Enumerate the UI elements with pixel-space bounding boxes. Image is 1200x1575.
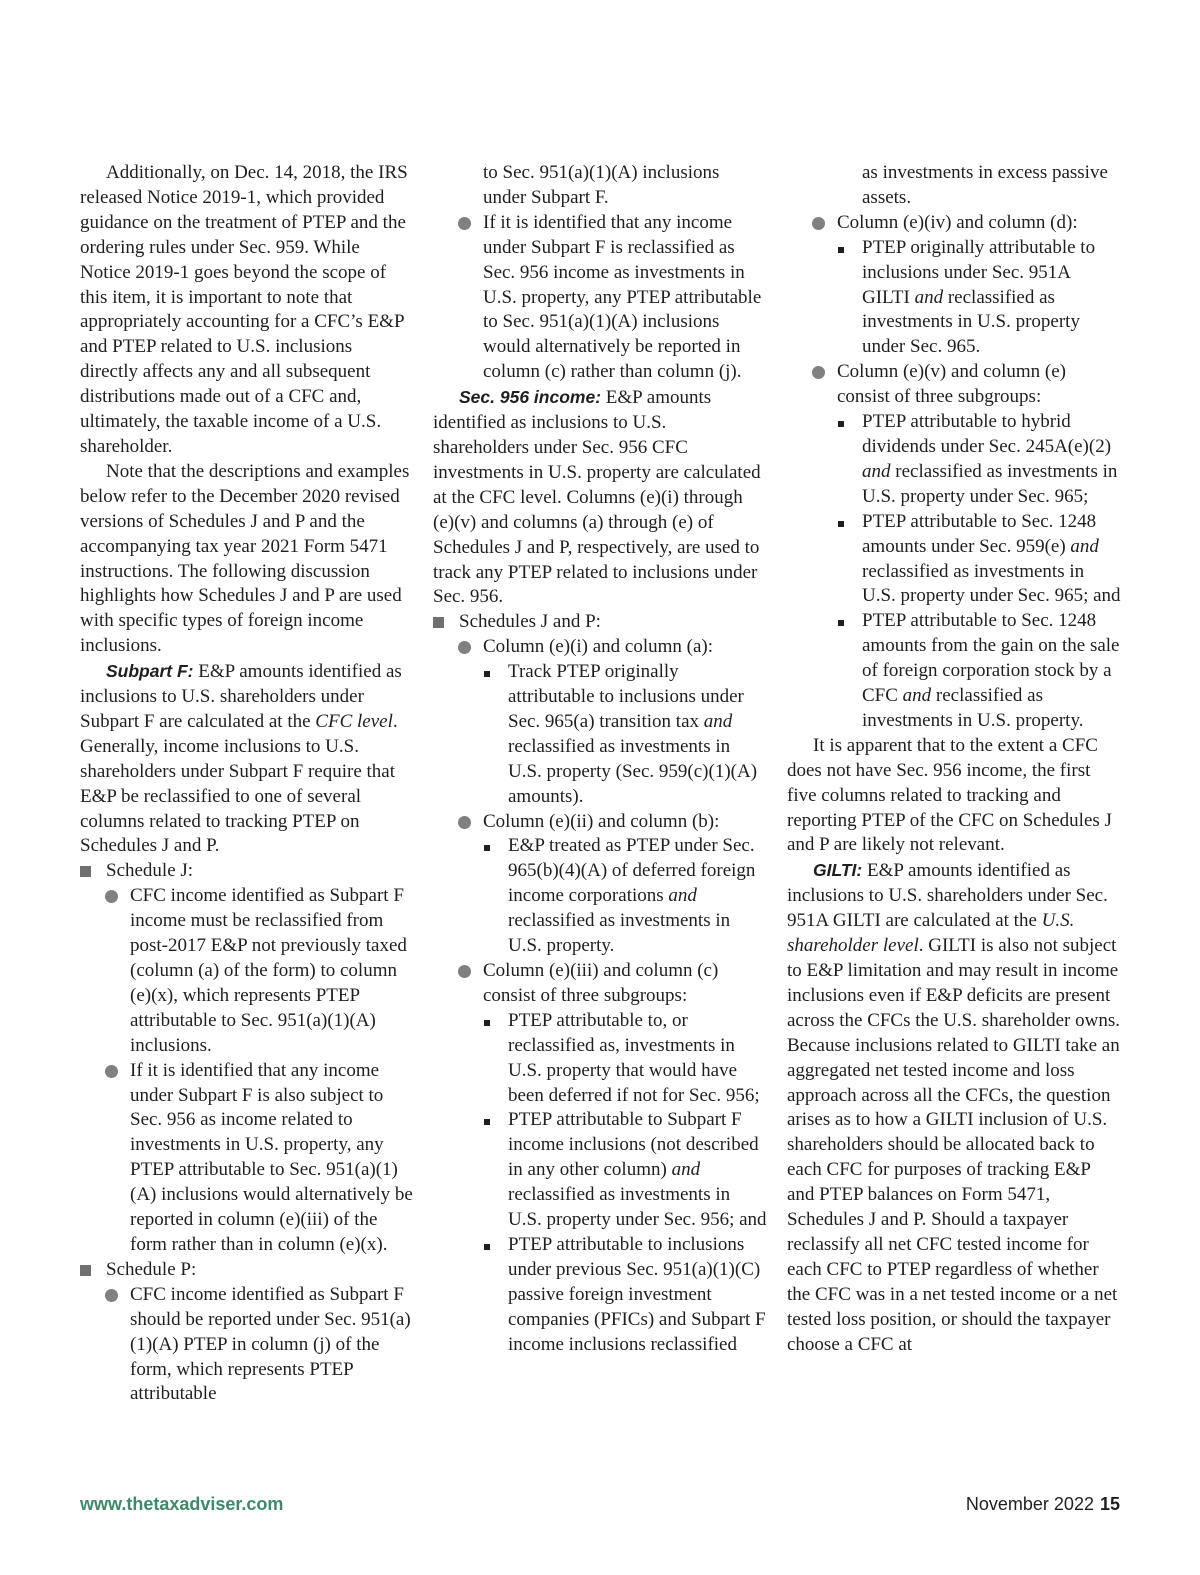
- round-bullet-icon: [458, 959, 471, 986]
- sub-item-text-continued: as investments in excess passive assets.: [862, 162, 1108, 208]
- sub-item-text-b: reclassified as investments in U.S. property under Sec. 956; and: [508, 1184, 767, 1231]
- list-item-schedule-p-1: [80, 1283, 414, 1408]
- column-e-ii-label: Column (e)(ii) and column (b):: [483, 810, 720, 832]
- sub-item-column-e-iii-3: [433, 1233, 767, 1358]
- schedule-p-label: Schedule P:: [106, 1258, 197, 1280]
- small-square-bullet-icon: [838, 236, 844, 261]
- list-item-schedules-j-p: [433, 610, 767, 635]
- sub-item-column-e-ii-1: [433, 834, 767, 959]
- list-item-column-e-iii: [433, 959, 767, 1009]
- sec-956-text: E&P amounts identified as inclusions to U.S. shareholders under Sec. 956 CFC investments in U.S. property are calculated at the CFC level. Columns (e)(i) through (e)(v) and columns (a) through (e) of Schedules J and P, respectively, are used to track any PTEP related to inclusions under Sec. 956.: [433, 387, 761, 608]
- paragraph-subpart-f: [80, 659, 414, 859]
- footer-issue: [966, 1494, 1120, 1515]
- schedule-p-bullet-1-continued: to Sec. 951(a)(1)(A) inclusions under Subpart F.: [483, 162, 720, 208]
- round-bullet-icon: [105, 1059, 118, 1086]
- page-number: 15: [1099, 1494, 1120, 1514]
- column-e-iv-label: Column (e)(iv) and column (d):: [837, 211, 1078, 233]
- sub-item-continuation: [787, 161, 1121, 211]
- round-bullet-icon: [105, 884, 118, 911]
- sub-item-text-a: PTEP originally attributable to inclusions under Sec. 951A GILTI: [862, 236, 1096, 308]
- and-emphasis: and: [1070, 535, 1099, 557]
- small-square-bullet-icon: [484, 1009, 490, 1034]
- sub-item-text-a: PTEP attributable to Subpart F income inclusions (not described in any other column): [508, 1109, 759, 1181]
- subpart-f-heading: Subpart F:: [106, 661, 194, 682]
- sub-item-text-a: E&P treated as PTEP under Sec. 965(b)(4)(A) of deferred foreign income corporations: [508, 835, 756, 907]
- round-bullet-icon: [105, 1283, 118, 1310]
- list-item-schedule-p-2: [433, 211, 767, 385]
- and-emphasis: and: [703, 710, 733, 732]
- list-item-continuation: [433, 161, 767, 211]
- sub-item-column-e-iv-1: [787, 236, 1121, 361]
- subpart-f-text-a: E&P amounts identified as inclusions to U.S. shareholders under Subpart F are calculated at the: [80, 661, 402, 732]
- schedule-p-bullet-1: CFC income identified as Subpart F should be reported under Sec. 951(a)(1)(A) PTEP in column (j) of the form, which represents PTEP attributable: [130, 1283, 411, 1405]
- schedule-j-bullet-2: If it is identified that any income under Subpart F is also subject to Sec. 956 as income related to investments in U.S. property, any PTEP attributable to Sec. 951(a)(1)(A) inclusions would alternatively be reported in column (e)(iii) of the form rather than in column (e)(x).: [130, 1059, 413, 1255]
- gilti-heading: GILTI:: [813, 860, 863, 881]
- sub-item-column-e-v-3: [787, 609, 1121, 734]
- and-emphasis: and: [914, 286, 944, 308]
- schedule-j-bullet-1: CFC income identified as Subpart F income must be reclassified from post-2017 E&P not previously taxed (column (a) of the form) to column (e)(x), which represents PTEP attributable to Sec. 951(a)(1)(A) inclusions.: [130, 885, 407, 1056]
- and-emphasis: and: [671, 1159, 701, 1181]
- footer-website-link[interactable]: www.thetaxadviser.com: [80, 1494, 284, 1514]
- sub-item-text-b: reclassified as investments in U.S. property.: [508, 910, 731, 957]
- list-item-schedule-j-2: [80, 1059, 414, 1258]
- sub-item-column-e-v-1: [787, 410, 1121, 510]
- sub-item-text-b: reclassified as investments in U.S. property.: [862, 685, 1084, 731]
- round-bullet-icon: [458, 635, 471, 662]
- and-emphasis: and: [668, 885, 697, 907]
- list-item-column-e-i: [433, 635, 767, 660]
- and-emphasis: and: [862, 460, 891, 482]
- gilti-text-b: . GILTI is also not subject to E&P limitation and may result in income inclusions even if E&P deficits are present across the CFCs the U.S. shareholder owns. Because inclusions related to GILTI take an aggregated net tested income and loss approach across all the CFCs, the question arises as to how a GILTI inclusion of U.S. shareholders should be allocated back to each CFC for purposes of tracking E&P and PTEP balances on Form 5471, Schedules J and P. Should a taxpayer reclassify all net CFC tested income for each CFC to PTEP regardless of whether the CFC was in a net tested income or a net tested loss position, or should the taxpayer choose a CFC at: [787, 935, 1120, 1355]
- square-bullet-icon: [80, 1258, 91, 1284]
- sub-item-text-b: reclassified as investments in U.S. property under Sec. 965;: [862, 460, 1118, 507]
- list-item-schedule-p: [80, 1258, 414, 1283]
- small-square-bullet-icon: [838, 609, 844, 634]
- gilti-text-a: E&P amounts identified as inclusions to U.S. shareholders under Sec. 951A GILTI are calculated at the: [787, 860, 1108, 932]
- sub-item-text-a: PTEP attributable to Sec. 1248 amounts under Sec. 959(e): [862, 510, 1097, 557]
- sub-item-text-a: PTEP attributable to hybrid dividends under Sec. 245A(e)(2): [862, 411, 1112, 457]
- list-item-column-e-v: [787, 360, 1121, 410]
- column-e-i-label: Column (e)(i) and column (a):: [483, 636, 714, 658]
- sub-item-column-e-iii-1: [433, 1009, 767, 1109]
- small-square-bullet-icon: [484, 1108, 490, 1133]
- small-square-bullet-icon: [838, 410, 844, 435]
- sub-item-column-e-v-2: [787, 510, 1121, 610]
- sub-item-column-e-iii-2: [433, 1108, 767, 1233]
- gilti-emphasis: U.S. shareholder level: [787, 910, 1075, 957]
- list-item-column-e-iv: [787, 211, 1121, 236]
- small-square-bullet-icon: [838, 510, 844, 535]
- sub-item-text-a: PTEP attributable to Sec. 1248 amounts from the gain on the sale of foreign corporation stock by a CFC: [862, 610, 1120, 707]
- list-item-schedule-j-1: [80, 884, 414, 1058]
- schedules-j-p-label: Schedules J and P:: [459, 611, 601, 633]
- paragraph-gilti: [787, 858, 1121, 1357]
- column-e-v-label: Column (e)(v) and column (e) consist of three subgroups:: [837, 361, 1066, 408]
- round-bullet-icon: [812, 211, 825, 238]
- subpart-f-text-b: . Generally, income inclusions to U.S. shareholders under Subpart F require that E&P be reclassified to one of several columns related to tracking PTEP on Schedules J and P.: [80, 710, 398, 857]
- round-bullet-icon: [812, 360, 825, 387]
- subpart-f-emphasis: CFC level: [315, 710, 393, 732]
- paragraph-notice-2019-1: Additionally, on Dec. 14, 2018, the IRS released Notice 2019-1, which provided guidance on the treatment of PTEP and the ordering rules under Sec. 959. While Notice 2019-1 goes beyond the scope of this item, it is important to note that appropriately accounting for a CFC’s E&P and PTEP related to U.S. inclusions directly affects any and all subsequent distributions made out of a CFC and, ultimately, the taxable income of a U.S. shareholder.: [80, 162, 408, 457]
- column-middle: [433, 161, 767, 1358]
- column-left: [80, 161, 414, 1407]
- schedule-p-bullet-2: If it is identified that any income under Subpart F is reclassified as Sec. 956 income as investments in U.S. property, any PTEP attributable to Sec. 951(a)(1)(A) inclusions would alternatively be reported in column (c) rather than column (j).: [483, 211, 762, 383]
- sub-item-text-a: Track PTEP originally attributable to inclusions under Sec. 965(a) transition tax: [508, 661, 744, 732]
- round-bullet-icon: [458, 810, 471, 837]
- small-square-bullet-icon: [484, 1233, 490, 1258]
- square-bullet-icon: [80, 859, 91, 885]
- sec-956-heading: Sec. 956 income:: [459, 387, 602, 408]
- sub-item-column-e-i-1: [433, 660, 767, 809]
- sub-item-text: PTEP attributable to, or reclassified as, investments in U.S. property that would have been deferred if not for Sec. 956;: [508, 1009, 760, 1106]
- paragraph-apparent: It is apparent that to the extent a CFC does not have Sec. 956 income, the first five columns related to tracking and reporting PTEP of the CFC on Schedules J and P are likely not relevant.: [787, 734, 1112, 856]
- sub-item-text-b: reclassified as investments in U.S. property under Sec. 965; and: [862, 560, 1121, 607]
- small-square-bullet-icon: [484, 834, 490, 859]
- column-e-iii-label: Column (e)(iii) and column (c) consist of three subgroups:: [483, 960, 719, 1006]
- paragraph-descriptions-note: Note that the descriptions and examples below refer to the December 2020 revised versions of Schedules J and P and the accompanying tax year 2021 Form 5471 instructions. The following discussion highlights how Schedules J and P are used with specific types of foreign income inclusions.: [80, 460, 410, 657]
- issue-date: November 2022: [965, 1494, 1094, 1514]
- sub-item-text: PTEP attributable to inclusions under previous Sec. 951(a)(1)(C) passive foreign investment companies (PFICs) and Subpart F income inclusions reclassified: [508, 1233, 766, 1355]
- column-right: [787, 161, 1121, 1358]
- sub-item-text-b: reclassified as investments in U.S. property under Sec. 965.: [862, 286, 1080, 358]
- schedule-j-label: Schedule J:: [106, 860, 194, 882]
- list-item-column-e-ii: [433, 810, 767, 835]
- list-item-schedule-j: [80, 859, 414, 884]
- paragraph-sec-956: [433, 385, 767, 610]
- small-square-bullet-icon: [484, 660, 490, 685]
- square-bullet-icon: [433, 610, 444, 636]
- round-bullet-icon: [458, 211, 471, 238]
- and-emphasis: and: [902, 685, 932, 707]
- sub-item-text-b: reclassified as investments in U.S. property (Sec. 959(c)(1)(A) amounts).: [508, 735, 758, 807]
